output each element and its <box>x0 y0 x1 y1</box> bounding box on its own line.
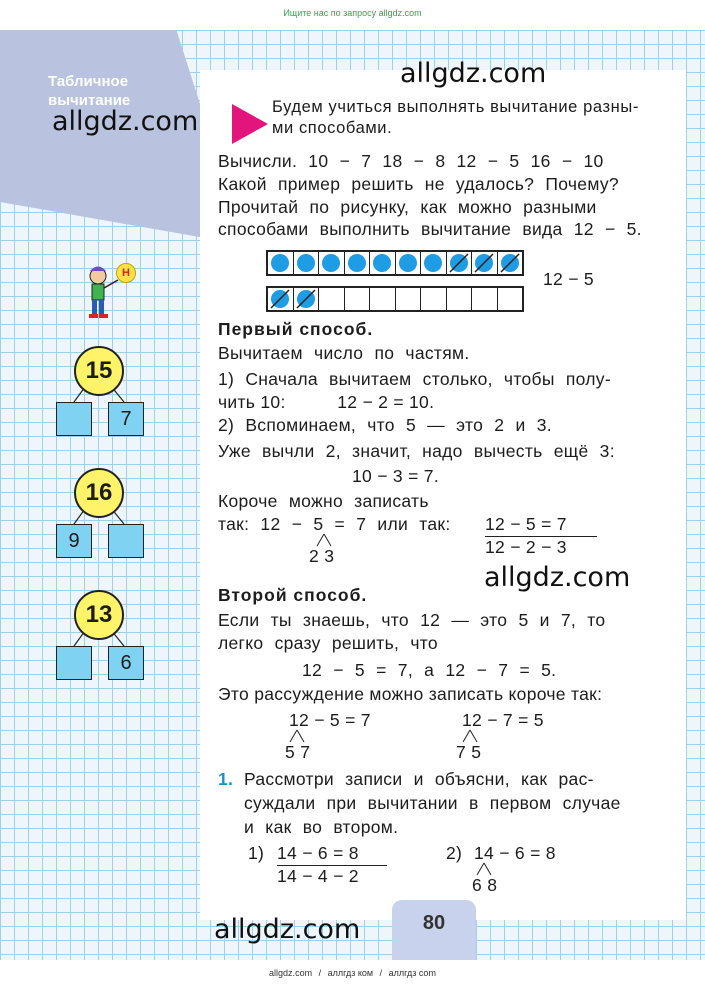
second-method-line: легко сразу решить, что <box>218 633 438 653</box>
second-method-line: Это рассуждение можно записать короче так: <box>218 684 603 704</box>
task-line: Рассмотри записи и объясни, как рас- <box>244 769 594 789</box>
counter-cell <box>421 288 447 310</box>
counter-cell <box>345 288 371 310</box>
bottom-note <box>0 968 705 978</box>
tree-top-number: 15 <box>74 346 124 396</box>
task-part-label: 2) <box>446 843 463 863</box>
equation-a-split: 5 7 <box>285 742 311 762</box>
tree-right-box: 6 <box>108 646 144 680</box>
fraction-top: 12 − 5 = 7 <box>485 513 597 537</box>
strike-mark <box>268 288 292 310</box>
helper-badge: Н <box>116 263 136 283</box>
bottom-note-part: аллгдз ком <box>327 968 374 978</box>
counter-dot <box>271 254 289 272</box>
bottom-note-part: аллгдз com <box>388 968 436 978</box>
counter-cell <box>498 252 523 274</box>
calc-line: Вычисли. 10 − 7 18 − 8 12 − 5 16 − 10 <box>218 151 604 171</box>
watermark: allgdz.com <box>214 914 361 945</box>
first-method-title: Первый способ. <box>218 319 374 339</box>
counter-cell <box>421 252 447 274</box>
counter-cell <box>447 288 473 310</box>
watermark: allgdz.com <box>400 58 547 89</box>
first-method-line: Короче можно записать <box>218 491 429 511</box>
page-number: 80 <box>422 912 446 934</box>
fraction-top: 14 − 6 = 8 <box>277 842 387 866</box>
counter-cell <box>498 288 523 310</box>
bottom-note-part: / <box>379 968 383 978</box>
counter-cell <box>268 288 294 310</box>
task-part-label: 1) <box>248 843 265 863</box>
counter-cell <box>396 252 422 274</box>
counter-row-top <box>266 250 524 276</box>
bottom-note-part: allgdz.com <box>269 968 313 978</box>
read-line: Прочитай по рисунку, как можно разными <box>218 197 597 217</box>
equation-a: 12 − 5 = 7 <box>289 710 371 730</box>
strike-mark <box>498 252 522 274</box>
first-method-line: 2) Вспоминаем, что 5 — это 2 и 3. <box>218 415 552 435</box>
top-note: Ищите нас по запросу allgdz.com <box>283 8 422 18</box>
counter-cell <box>319 288 345 310</box>
equation-b: 12 − 7 = 5 <box>462 710 544 730</box>
counter-dot <box>424 254 442 272</box>
section-tab-title: Табличное вычитание <box>48 73 131 109</box>
first-method-line: 10 − 3 = 7. <box>352 466 439 486</box>
counter-cell <box>447 252 473 274</box>
counter-cell <box>268 252 294 274</box>
first-method-line: 1) Сначала вычитаем столько, чтобы полу- <box>218 369 611 389</box>
first-method-line: чить 10: 12 − 2 = 10. <box>218 392 435 412</box>
strike-mark <box>472 252 496 274</box>
counter-cell <box>472 252 498 274</box>
counter-cell <box>294 252 320 274</box>
counter-cell <box>294 288 320 310</box>
intro-line: Будем учиться выполнять вычитание разны- <box>272 98 639 116</box>
second-method-line: 12 − 5 = 7, а 12 − 7 = 5. <box>302 660 557 680</box>
tree-left-box <box>56 402 92 436</box>
counter-cell <box>345 252 371 274</box>
tree-right-box: 7 <box>108 402 144 436</box>
fraction-bottom: 12 − 2 − 3 <box>485 537 567 557</box>
task-line: и как во втором. <box>244 817 399 837</box>
task-equation: 14 − 6 = 8 <box>474 843 556 863</box>
counter-dot <box>297 254 315 272</box>
watermark: allgdz.com <box>52 106 199 137</box>
fraction-bottom: 14 − 4 − 2 <box>277 866 359 886</box>
strike-mark <box>294 288 318 310</box>
first-split: 2 3 <box>309 546 335 566</box>
question-line: Какой пример решить не удалось? Почему? <box>218 174 619 194</box>
task-number: 1. <box>218 769 234 789</box>
first-method-line: так: 12 − 5 = 7 или так: <box>218 514 451 534</box>
tree-left-box: 9 <box>56 524 92 558</box>
intro-arrow-icon <box>232 104 268 144</box>
counter-row-bottom <box>266 286 524 312</box>
tree-top-number: 16 <box>74 468 124 518</box>
second-method-line: Если ты знаешь, что 12 — это 5 и 7, то <box>218 610 606 630</box>
picture-label: 12 − 5 <box>543 269 594 289</box>
second-method-title: Второй способ. <box>218 585 368 605</box>
counter-cell <box>319 252 345 274</box>
read-line: способами выполнить вычитание вида 12 − 5. <box>218 219 642 239</box>
counter-dot <box>399 254 417 272</box>
tree-right-box <box>108 524 144 558</box>
first-method-line: Вычитаем число по частям. <box>218 343 470 363</box>
counter-cell <box>472 288 498 310</box>
bottom-note-part: / <box>318 968 322 978</box>
first-method-line: Уже вычли 2, значит, надо вычесть ещё 3: <box>218 441 615 461</box>
intro-line: ми способами. <box>272 119 393 137</box>
equation-b-split: 7 5 <box>456 742 482 762</box>
strike-mark <box>447 252 471 274</box>
watermark: allgdz.com <box>484 562 631 593</box>
task-split: 6 8 <box>472 875 498 895</box>
task-line: суждали при вычитании в первом случае <box>244 793 621 813</box>
counter-cell <box>370 252 396 274</box>
tree-top-number: 13 <box>74 590 124 640</box>
counter-dot <box>373 254 391 272</box>
counter-cell <box>396 288 422 310</box>
counter-dot <box>322 254 340 272</box>
counter-cell <box>370 288 396 310</box>
counter-dot <box>348 254 366 272</box>
tree-left-box <box>56 646 92 680</box>
